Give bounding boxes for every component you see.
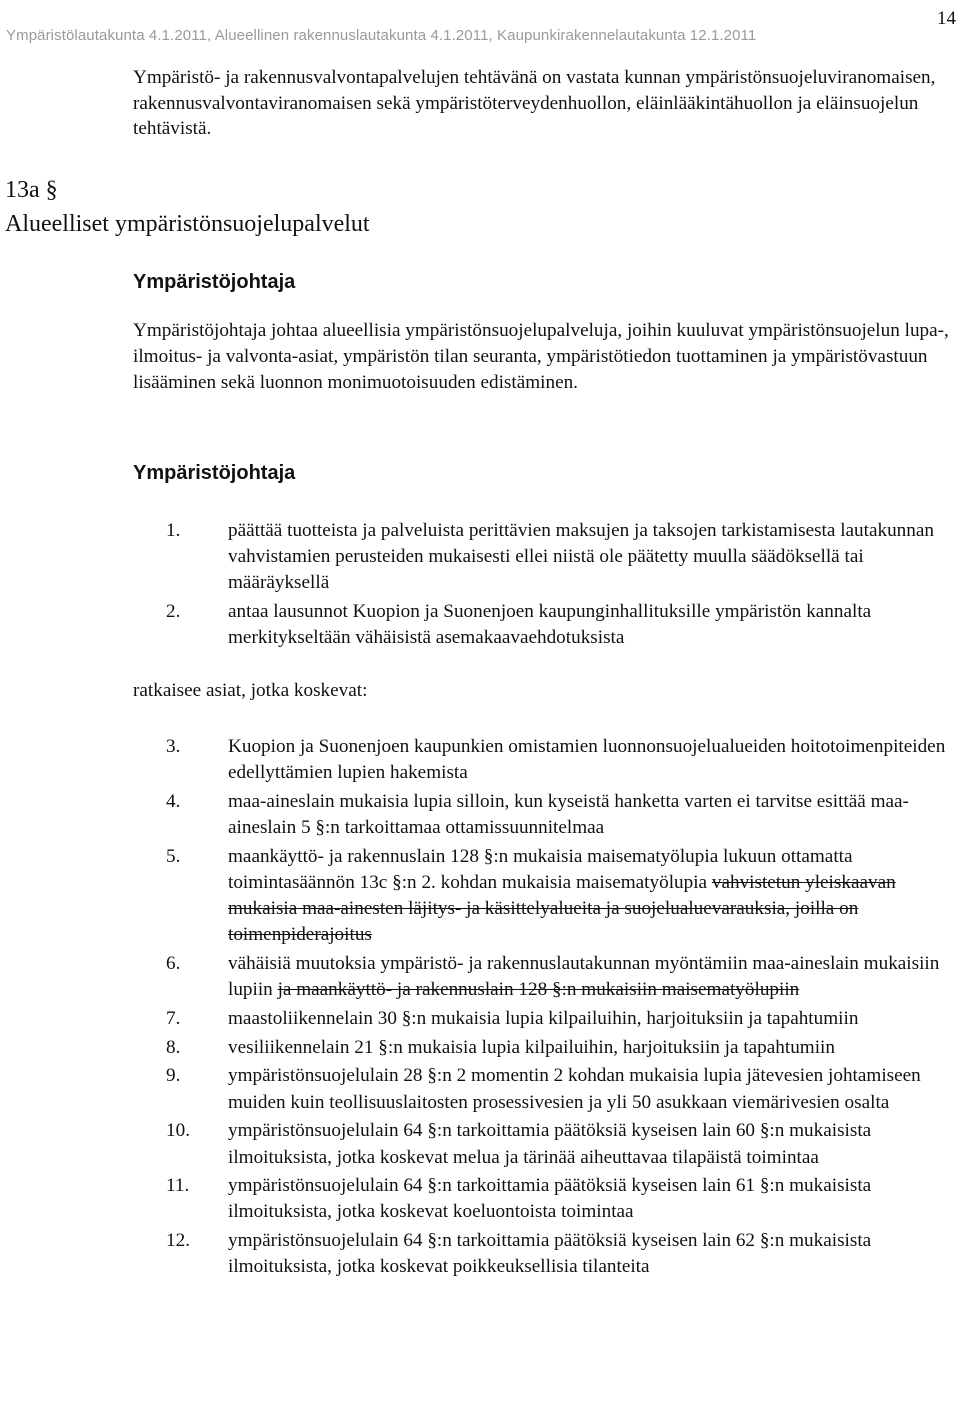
- list-item-struck-text: ja maankäyttö- ja rakennuslain 128 §:n mukaisiin maisematyölupiin: [277, 979, 800, 1001]
- lead-in-text: ratkaisee asiat, jotka koskevat:: [133, 680, 368, 701]
- list-item: [133, 1006, 958, 1032]
- list-item-text: maankäyttö- ja rakennuslain 128 §:n mukaisia maisematyölupia lukuun ottamatta toimintasäännön 13c §:n 2. kohdan mukaisia maisematyölupia: [228, 845, 853, 894]
- list-item: [133, 599, 958, 651]
- list-item-number: 5.: [166, 845, 181, 867]
- subheading-environment-director-2: Ympäristöjohtaja: [133, 462, 296, 484]
- list-item-text: ympäristönsuojelulain 64 §:n tarkoittamia päätöksiä kyseisen lain 61 §:n mukaisista ilmoituksista, jotka koskevat koeluontoista toimintaa: [228, 1175, 872, 1223]
- list-item: [133, 1228, 958, 1280]
- list-item: [133, 789, 958, 841]
- page-number: 14: [937, 8, 956, 29]
- list-item-number: 4.: [166, 790, 181, 812]
- list-item-text: vähäisiä muutoksia ympäristö- ja rakennuslautakunnan myöntämiin maa-aineslain mukaisiin lupiin: [228, 953, 940, 1001]
- list-item: [133, 518, 958, 597]
- decision-list-b: [133, 734, 958, 1283]
- list-item: [133, 734, 958, 786]
- list-item-number: 8.: [166, 1036, 181, 1058]
- list-item-number: 11.: [166, 1175, 190, 1197]
- list-item-text: päättää tuotteista ja palveluista perittävien maksujen ja taksojen tarkistamisesta lautakunnan vahvistamien perusteiden mukaisesti ellei niistä ole päätetty muulla säädöksellä tai määräyksellä: [228, 520, 934, 594]
- list-item-text: ympäristönsuojelulain 28 §:n 2 momentin 2 kohdan mukaisia lupia jätevesien johtamiseen muiden kuin teollisuuslaitosten prosessivesien ja yli 50 asukkaan viemärivesien osalta: [228, 1065, 921, 1113]
- list-item-number: 2.: [166, 601, 181, 623]
- list-item-text: ympäristönsuojelulain 64 §:n tarkoittamia päätöksiä kyseisen lain 62 §:n mukaisista ilmoituksista, jotka koskevat poikkeuksellisia tilanteita: [228, 1230, 872, 1278]
- list-item-number: 3.: [166, 736, 181, 757]
- list-item-number: 7.: [166, 1008, 181, 1030]
- list-item-text: vesiliikennelain 21 §:n mukaisia lupia kilpailuihin, harjoituksiin ja tapahtumiin: [228, 1036, 835, 1058]
- intro-paragraph: Ympäristö- ja rakennusvalvontapalvelujen tehtävänä on vastata kunnan ympäristönsuojeluviranomaisen, rakennusvalvontaviranomaisen sekä ympäristöterveydenhuollon, eläinlääkintähuollon ja eläinsuojelun tehtävistä.: [133, 67, 936, 139]
- list-item-text: ympäristönsuojelulain 64 §:n tarkoittamia päätöksiä kyseisen lain 60 §:n mukaisista ilmoituksista, jotka koskevat melua ja tärinää aiheuttavaa tilapäistä toimintaa: [228, 1120, 872, 1168]
- list-item-number: 9.: [166, 1065, 181, 1087]
- list-item-text: antaa lausunnot Kuopion ja Suonenjoen kaupunginhallituksille ympäristön kannalta merkitykseltään vähäisistä asemakaavaehdotuksista: [228, 601, 872, 649]
- section-number: 13a §: [5, 177, 58, 203]
- list-item-number: 1.: [166, 520, 181, 541]
- list-item-text: maa-aineslain mukaisia lupia silloin, kun kyseistä hanketta varten ei tarvitse esittää maa-aineslain 5 §:n tarkoittamaa ottamissuunnitelmaa: [228, 790, 909, 839]
- list-item: [133, 1035, 958, 1061]
- list-item: [133, 1118, 958, 1170]
- running-header: Ympäristölautakunta 4.1.2011, Alueellinen rakennuslautakunta 4.1.2011, Kaupunkirakennelautakunta 12.1.2011: [6, 27, 757, 44]
- list-item: [133, 1063, 958, 1115]
- list-item-number: 10.: [166, 1120, 190, 1142]
- list-item-text: Kuopion ja Suonenjoen kaupunkien omistamien luonnonsuojelualueiden hoitotoimenpiteiden edellyttämien lupien hakemista: [228, 736, 946, 784]
- decision-list-a: [133, 518, 958, 654]
- list-item-text: maastoliikennelain 30 §:n mukaisia lupia kilpailuihin, harjoituksiin ja tapahtumiin: [228, 1008, 859, 1030]
- list-item: [133, 951, 958, 1003]
- list-item: [133, 1173, 958, 1225]
- list-item-struck-text: vahvistetun yleiskaavan mukaisia maa-ainesten läjitys- ja käsittelyalueita ja suojelualuevarauksia, joilla on toimenpiderajoitus: [228, 872, 896, 946]
- list-item-number: 6.: [166, 953, 181, 975]
- page-header: [6, 10, 956, 50]
- section-title: Alueelliset ympäristönsuojelupalvelut: [5, 211, 370, 237]
- list-item-number: 12.: [166, 1230, 190, 1252]
- body-paragraph: Ympäristöjohtaja johtaa alueellisia ympäristönsuojelupalveluja, joihin kuuluvat ympäristönsuojelun lupa-, ilmoitus- ja valvonta-asiat, ympäristön tilan seuranta, ympäristötiedon tuottaminen ja ympäristövastuun lisääminen sekä luonnon monimuotoisuuden edistäminen.: [133, 320, 949, 393]
- list-item: [133, 844, 958, 949]
- subheading-environment-director: Ympäristöjohtaja: [133, 271, 296, 293]
